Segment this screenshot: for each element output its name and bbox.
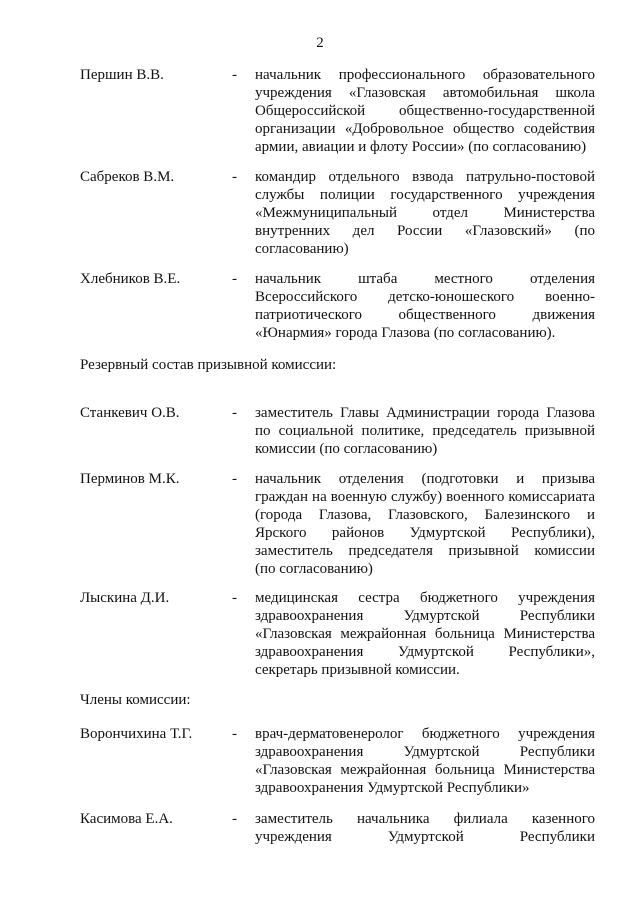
desc-line: Ярского районов Удмуртской Республики),	[255, 525, 595, 541]
desc-line: здравоохранения Удмуртской Республики	[255, 744, 595, 760]
entry-dash: -	[232, 67, 237, 83]
desc-line: начальник отделения (подготовки и призыва	[255, 471, 595, 487]
desc-line: (города Глазова, Глазовского, Балезинского и	[255, 507, 595, 523]
entry-description	[255, 404, 595, 458]
entry-description	[255, 270, 595, 342]
desc-line: медицинская сестра бюджетного учреждения	[255, 590, 595, 606]
entry-description	[255, 725, 595, 797]
entry-name: Хлебников В.Е.	[80, 271, 181, 287]
entry-name: Перминов М.К.	[80, 471, 180, 487]
entry-description	[255, 66, 595, 156]
desc-line: внутренних дел России «Глазовский» (по	[255, 223, 595, 239]
desc-line: граждан на военную службу) военного комиссариата	[255, 489, 595, 505]
desc-line: по социальной политике, председатель призывной	[255, 423, 595, 439]
desc-line: начальник профессионального образовательного	[255, 67, 595, 83]
desc-line: здравоохранения Удмуртской Республики	[255, 608, 595, 624]
desc-line: секретарь призывной комиссии.	[255, 662, 460, 678]
entry-dash: -	[232, 405, 237, 421]
desc-line: Общероссийской общественно-государственной	[255, 103, 595, 119]
entry-name: Станкевич О.В.	[80, 405, 180, 421]
desc-line: учреждения Удмуртской Республики	[255, 829, 595, 845]
desc-line: (по согласованию)	[255, 561, 373, 577]
desc-line: армии, авиации и флоту России» (по согласованию)	[255, 139, 587, 155]
desc-line: «Глазовская межрайонная больница Министерства	[255, 626, 595, 642]
entry-dash: -	[232, 169, 237, 185]
desc-line: «Юнармия» города Глазова (по согласованию).	[255, 325, 556, 341]
desc-line: службы полиции государственного учреждения	[255, 187, 595, 203]
entry-name: Лыскина Д.И.	[80, 590, 170, 606]
reserve-heading: Резервный состав призывной комиссии:	[80, 357, 337, 373]
desc-line: здравоохранения Удмуртской Республики»	[255, 780, 530, 796]
desc-line: заместитель председателя призывной комиссии	[255, 543, 595, 559]
desc-line: здравоохранения Удмуртской Республики»,	[255, 644, 595, 660]
entry-description	[255, 810, 595, 846]
desc-line: заместитель Главы Администрации города Глазова	[255, 405, 595, 421]
members-heading: Члены комиссии:	[80, 692, 191, 708]
entry-name: Ворончихина Т.Г.	[80, 726, 193, 742]
entry-description	[255, 470, 595, 578]
entry-name: Першин В.В.	[80, 67, 164, 83]
entry-description	[255, 589, 595, 679]
entry-dash: -	[232, 271, 237, 287]
desc-line: организации «Добровольное общество содействия	[255, 121, 595, 137]
desc-line: «Глазовская межрайонная больница Министерства	[255, 762, 595, 778]
entry-name: Сабреков В.М.	[80, 169, 175, 185]
desc-line: заместитель начальника филиала казенного	[255, 811, 595, 827]
entry-dash: -	[232, 471, 237, 487]
desc-line: комиссии (по согласованию)	[255, 441, 438, 457]
page-number: 2	[316, 35, 324, 51]
entry-dash: -	[232, 811, 237, 827]
desc-line: «Межмуниципальный отдел Министерства	[255, 205, 595, 221]
desc-line: Всероссийского детско-юношеского военно-	[255, 289, 595, 305]
desc-line: согласованию)	[255, 241, 349, 257]
desc-line: учреждения «Глазовская автомобильная школа	[255, 85, 595, 101]
entry-description	[255, 168, 595, 258]
entry-name: Касимова Е.А.	[80, 811, 173, 827]
desc-line: врач-дерматовенеролог бюджетного учреждения	[255, 726, 595, 742]
entry-dash: -	[232, 726, 237, 742]
desc-line: патриотического общественного движения	[255, 307, 595, 323]
entry-dash: -	[232, 590, 237, 606]
desc-line: начальник штаба местного отделения	[255, 271, 595, 287]
desc-line: командир отдельного взвода патрульно-постовой	[255, 169, 595, 185]
